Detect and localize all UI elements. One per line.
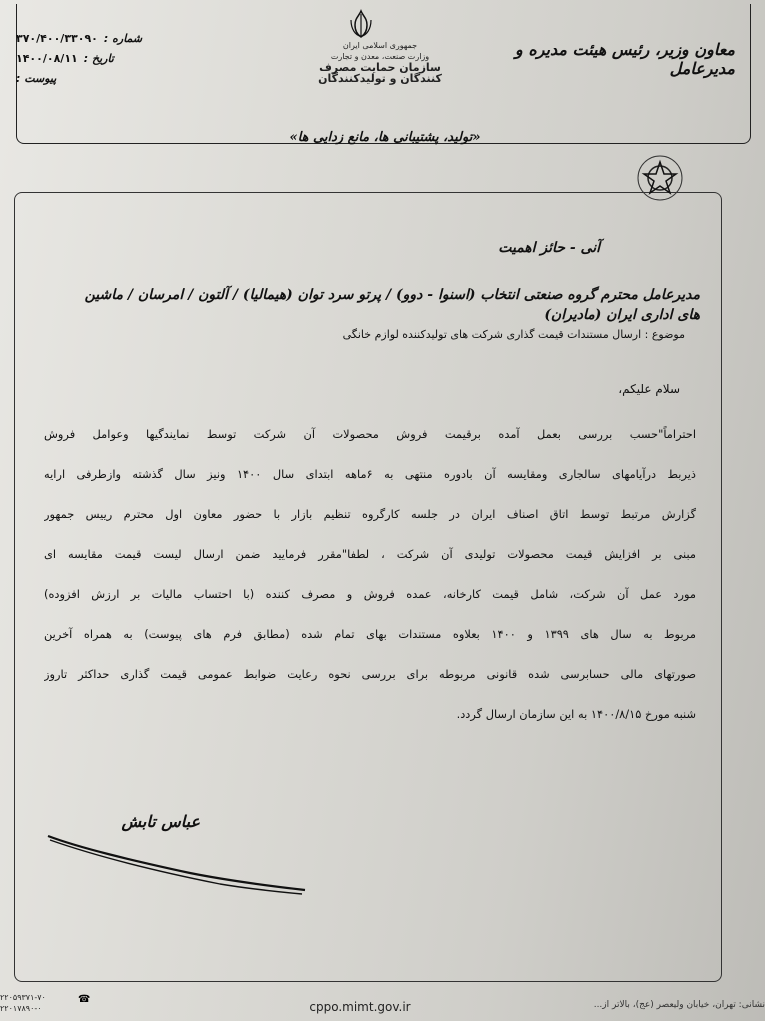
body-line: احتراماً"حسب بررسی بعمل آمده برقیمت فروش محصولات آن شرکت توسط نمایندگیها وعوامل فروش xyxy=(44,427,696,441)
signature-stroke xyxy=(40,818,320,898)
org-name: سازمان حمایت مصرف کنندگان و تولیدکنندگان xyxy=(318,61,442,85)
footer-phone-line: ۲۲۰۱۷۸۹۰-۰ xyxy=(0,1004,42,1013)
meta-number-label: شماره : xyxy=(103,31,143,45)
letter-meta xyxy=(16,28,166,88)
meta-attachment-label: پیوست : xyxy=(16,71,57,85)
body-line: گزارش مرتبط توسط اتاق اصناف ایران در جلسه کارگروه تنظیم بازار با حضور معاون اول محترم رییس جمهور xyxy=(44,507,696,521)
slogan: «تولید، پشتیبانی ها، مانع زدایی ها» xyxy=(289,130,481,145)
greeting: سلام علیکم، xyxy=(618,382,680,396)
meta-number-row xyxy=(16,28,166,48)
phone-icon: ☎ xyxy=(78,994,91,1005)
iran-emblem-icon xyxy=(345,8,377,40)
subject-line: موضوع : ارسال مستندات قیمت گذاری شرکت های تولیدکننده لوازم خانگی xyxy=(342,328,685,341)
body-line: مبنی بر افزایش قیمت محصولات تولیدی آن شرکت ، لطفا"مقرر فرمایید ضمن ارسال لیست قیمت مقایسه ای xyxy=(44,547,696,561)
meta-date-row xyxy=(16,48,166,68)
organization-block xyxy=(300,40,460,84)
meta-date-label: تاریخ : xyxy=(83,51,114,65)
footer-phone-line: ۲۲۰۵۹۳۷۱-۷۰ xyxy=(0,993,46,1002)
footer-address: نشانی: تهران، خیابان ولیعصر (عج)، بالاتر از... xyxy=(593,1000,765,1010)
urgency-note: آنی - حائز اهمیت xyxy=(498,240,600,256)
body-line: مربوط به سال های ۱۳۹۹ و ۱۴۰۰ بعلاوه مستندات بهای تمام شده (مطابق فرم های پیوست) به همراه آخرین xyxy=(44,627,696,641)
body-line: مورد عمل آن شرکت، شامل قیمت کارخانه، عمده فروش و مصرف کننده (با احتساب مالیات بر ارزش افزوده) xyxy=(44,587,696,601)
body-line: صورتهای مالی حسابرسی شده قانونی مربوطه برای بررسی نحوه رعایت ضوابط عمومی قیمت گذاری حداکثر تاروز xyxy=(44,667,696,681)
addressee: مدیرعامل محترم گروه صنعتی انتخاب (اسنوا - دوو) / پرتو سرد توان (هیمالیا) / آلتون / امرسان / ماشین های اداری ایران (مادیران) xyxy=(84,287,700,323)
consumer-protection-logo-icon xyxy=(630,148,690,208)
body-line: ذیربط درآیامهای سالجاری ومقایسه آن بادوره منتهی به ۶ماهه ابتدای سال ۱۴۰۰ ونیز سال گذشته وازطرفی ارایه xyxy=(44,467,696,481)
meta-attachment-row xyxy=(16,68,166,88)
letter-body xyxy=(44,414,696,734)
footer-website: cppo.mimt.gov.ir xyxy=(309,1000,411,1014)
org-line: وزارت صنعت، معدن و تجارت xyxy=(330,52,430,61)
meta-date-value: ۱۴۰۰/۰۸/۱۱ xyxy=(16,51,78,65)
body-line: شنبه مورخ ۱۴۰۰/۸/۱۵ به این سازمان ارسال گردد. xyxy=(456,707,696,721)
recipient-heading: معاون وزیر، رئیس هیئت مدیره و مدیرعامل xyxy=(515,40,735,78)
meta-number-value: ۳۷۰/۴۰۰/۳۳۰۹۰ xyxy=(16,31,98,45)
org-line: جمهوری اسلامی ایران xyxy=(342,41,418,50)
signature-name: عباس تابش xyxy=(121,812,200,831)
